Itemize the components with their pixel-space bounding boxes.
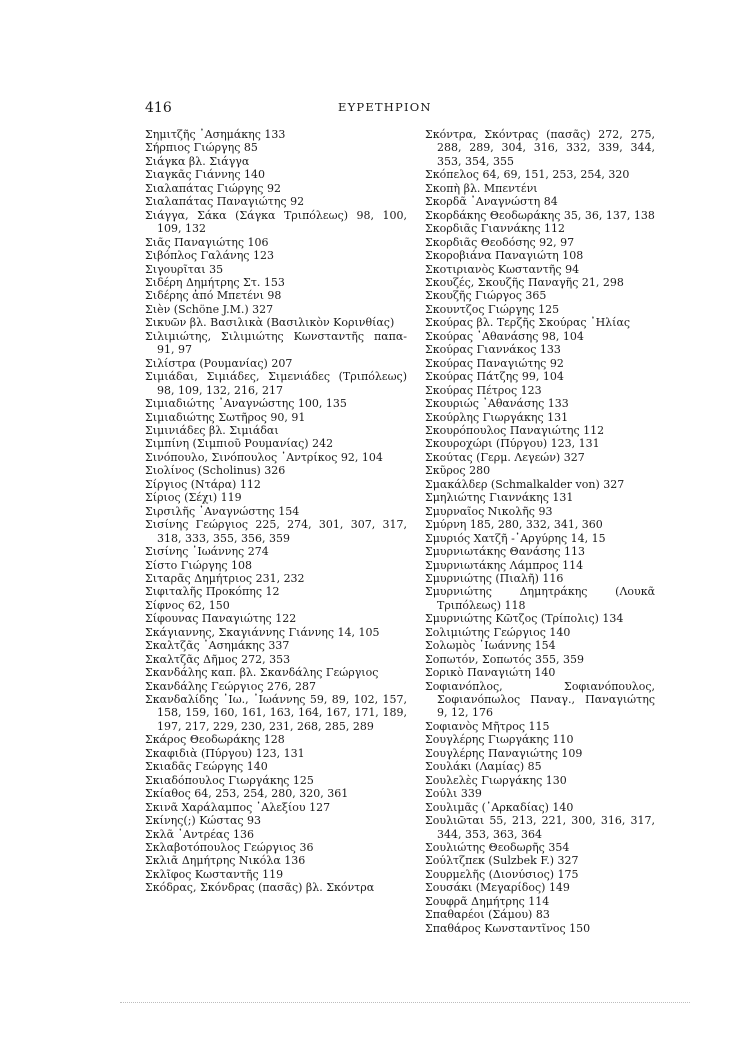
index-entry: Σμυριός Χατζῆ -᾿Αργύρης 14, 15 bbox=[425, 531, 606, 545]
index-entry: Σουλιμᾶς (᾿Αρκαδίας) 140 bbox=[425, 800, 574, 814]
index-entry: Σκουροχώρι (Πύργου) 123, 131 bbox=[425, 437, 600, 451]
index-entry: Σπαθαρέοι (Σάμου) 83 bbox=[425, 908, 550, 922]
index-entry: Σιολίνος (Scholinus) 326 bbox=[145, 464, 286, 478]
index-entry: Σουλελὲς Γιωργάκης 130 bbox=[425, 773, 567, 787]
index-entry: Σουλάκι (Λαμίας) 85 bbox=[425, 760, 542, 774]
index-entry: Σκουρόπουλος Παναγιώτης 112 bbox=[425, 423, 605, 437]
index-entry: Σοφιανόπλος, Σοφιανόπουλος, Σοφιανόπωλος Παναγ., Παναγιώτης 9, 12, 176 bbox=[425, 679, 655, 720]
index-entry: Σουφρᾶ Δημήτρης 114 bbox=[425, 894, 550, 908]
index-entry: Σκορδάκης Θεοδωράκης 35, 36, 137, 138 bbox=[425, 208, 655, 222]
index-entry: Σκλιᾶ Δημήτρης Νικόλα 136 bbox=[145, 854, 306, 868]
index-entry: Σκούρας Πάτζης 99, 104 bbox=[425, 370, 564, 384]
index-entry: Σκάγιαννης, Σκαγιάννης Γιάννης 14, 105 bbox=[145, 625, 380, 639]
index-entry: Σμυρναῖος Νικολῆς 93 bbox=[425, 504, 553, 518]
index-entry: Σκορδιᾶς Γιαννάκης 112 bbox=[425, 222, 566, 236]
index-entry: Σιρσιλῆς ᾿Αναγνώστης 154 bbox=[145, 504, 300, 518]
index-entry: Σμύρνη 185, 280, 332, 341, 360 bbox=[425, 518, 603, 532]
index-entry: Σιμιαδιώτης ᾿Αναγνώστης 100, 135 bbox=[145, 397, 347, 411]
index-entry: Σμυρνιώτης (Πιαλῆ) 116 bbox=[425, 571, 564, 585]
index-entry: Σκοπὴ βλ. Μπεντένι bbox=[425, 181, 538, 195]
index-entry: Σκορδᾶ ᾿Αναγνώστη 84 bbox=[425, 195, 558, 209]
index-entry: Σκουζῆς Γιώργος 365 bbox=[425, 289, 547, 303]
index-entry: Σουρμελῆς (Διονύσιος) 175 bbox=[425, 867, 579, 881]
index-entry: Σιμπίνη (Σιμπιοῦ Ρουμανίας) 242 bbox=[145, 437, 334, 451]
index-entry: Σισίνης Γεώργιος 225, 274, 301, 307, 317, 318, 333, 355, 356, 359 bbox=[145, 518, 407, 545]
index-entry: Σκούρας Γιαννάκος 133 bbox=[425, 343, 561, 357]
index-entry: Σουγλέρης Παναγιώτης 109 bbox=[425, 746, 583, 760]
page-number: 416 bbox=[145, 100, 172, 116]
index-entry: Σίφουνας Παναγιώτης 122 bbox=[145, 612, 297, 626]
index-entry: Σκαφιδιὰ (Πύργου) 123, 131 bbox=[145, 746, 305, 760]
index-entry: Σολωμὸς ᾿Ιωάννης 154 bbox=[425, 639, 556, 653]
index-entry: Σμυρνιώτης Κῶτζος (Τρίπολις) 134 bbox=[425, 612, 624, 626]
index-entry: Σιμιαδιώτης Σωτῆρος 90, 91 bbox=[145, 410, 306, 424]
index-entry: Σικυῶν βλ. Βασιλικὰ (Βασιλικὸν Κορινθίας) bbox=[145, 316, 395, 330]
index-entry: Σούλτζπεκ (Sulzbek F.) 327 bbox=[425, 854, 579, 868]
index-entry: Σκινᾶ Χαράλαμπος ᾿Αλεξίου 127 bbox=[145, 800, 331, 814]
index-entry: Σμυρνιωτάκης Λάμπρος 114 bbox=[425, 558, 584, 572]
index-entry: Σιμινιάδες βλ. Σιμιάδαι bbox=[145, 423, 279, 437]
index-entry: Σκοτιριανὸς Κωσταντῆς 94 bbox=[425, 262, 580, 276]
index-entry: Σκούρας Πέτρος 123 bbox=[425, 383, 542, 397]
index-entry: Σιγουρῖται 35 bbox=[145, 262, 224, 276]
index-entry: Σοφιανὸς Μῆτρος 115 bbox=[425, 719, 550, 733]
index-entry: Σκανδαλίδης ᾿Ιω., ᾿Ιωάννης 59, 89, 102, 157, 158, 159, 160, 161, 163, 164, 167, 171, 189, 197, 217, 229, 230, 231, 268, 285, 289 bbox=[145, 693, 407, 733]
index-entry: Σιάγγα, Σάκα (Σάγκα Τριπόλεως) 98, 100, 109, 132 bbox=[145, 208, 407, 236]
index-entry: Σκίαθος 64, 253, 254, 280, 320, 361 bbox=[145, 787, 349, 801]
index-entry: Σκιαδόπουλος Γιωργάκης 125 bbox=[145, 773, 314, 787]
index-entry: Σκλᾶ ᾿Αντρέας 136 bbox=[145, 827, 255, 841]
index-entry: Σκορδιᾶς Θεοδόσης 92, 97 bbox=[425, 235, 575, 249]
index-entry: Σπαθάρος Κωνσταντῖνος 150 bbox=[425, 921, 591, 935]
index-entry: Σκούρας ᾿Αθανάσης 98, 104 bbox=[425, 329, 584, 343]
index-entry: Σισίνης ᾿Ιωάννης 274 bbox=[145, 545, 269, 559]
index-entry: Σινόπουλο, Σινόπουλος ᾿Αντρίκος 92, 104 bbox=[145, 450, 383, 464]
index-entry: Σουλιῶται 55, 213, 221, 300, 316, 317, 344, 353, 363, 364 bbox=[425, 814, 655, 841]
index-entry: Σκάρος Θεοδωράκης 128 bbox=[145, 733, 285, 747]
index-entry: Σολιμιώτης Γεώργιος 140 bbox=[425, 625, 571, 639]
index-column-right bbox=[425, 128, 655, 935]
index-entry: Σμακάλδερ (Schmalkalder von) 327 bbox=[425, 477, 625, 491]
index-entry: Σκανδάλης Γεώργιος 276, 287 bbox=[145, 679, 316, 693]
index-entry: Σκουριώς ᾿Αθανάσης 133 bbox=[425, 397, 569, 411]
index-entry: Σιαγκᾶς Γιάννης 140 bbox=[145, 168, 266, 182]
index-entry: Σιèν (Schöne J.M.) 327 bbox=[145, 302, 274, 316]
index-entry: Σμυρνιωτάκης Θανάσης 113 bbox=[425, 545, 585, 559]
index-entry: Σιαλαπάτας Γιώργης 92 bbox=[145, 181, 281, 195]
index-entry: Σκανδάλης καπ. βλ. Σκανδάλης Γεώργιος bbox=[145, 666, 379, 680]
index-entry: Σιμιάδαι, Σιμιάδες, Σιμενιάδες (Τριπόλεως) 98, 109, 132, 216, 217 bbox=[145, 370, 407, 397]
index-entry: Σκούρας Παναγιώτης 92 bbox=[425, 356, 564, 370]
index-entry: Σοπωτόν, Σοπωτός 355, 359 bbox=[425, 652, 584, 666]
index-entry: Σκλῖφος Κωσταντῆς 119 bbox=[145, 867, 284, 881]
index-entry: Σκίνης(;) Κώστας 93 bbox=[145, 814, 262, 828]
index-entry: Σιδέρης ἀπό Μπετένι 98 bbox=[145, 289, 282, 303]
index-entry: Σμηλιώτης Γιαννάκης 131 bbox=[425, 491, 574, 505]
index-entry: Σιταρᾶς Δημήτριος 231, 232 bbox=[145, 571, 305, 585]
index-entry: Σιάγκα βλ. Σιάγγα bbox=[145, 154, 250, 168]
index-entry: Σίφνος 62, 150 bbox=[145, 598, 230, 612]
index-entry: Σορικὸ Παναγιώτη 140 bbox=[425, 666, 556, 680]
index-entry: Σίστο Γιώργης 108 bbox=[145, 558, 253, 572]
index-entry: Σιαλαπάτας Παναγιώτης 92 bbox=[145, 195, 305, 209]
index-entry: Σημιτζῆς ᾿Ασημάκης 133 bbox=[145, 128, 286, 141]
index-column-left bbox=[145, 128, 407, 895]
index-entry: Σουγλέρης Γιωργάκης 110 bbox=[425, 733, 574, 747]
index-entry: Σκιαδᾶς Γεώργης 140 bbox=[145, 760, 268, 774]
index-entry: Σούλι 339 bbox=[425, 787, 482, 801]
index-entry: Σκλαβοτόπουλος Γεώργιος 36 bbox=[145, 841, 314, 855]
index-entry: Σίργιος (Ντάρα) 112 bbox=[145, 477, 261, 491]
index-entry: Σμυρνιώτης Δημητράκης (Λουκᾶ Τριπόλεως) 118 bbox=[425, 585, 655, 612]
index-entry: Σκόντρα, Σκόντρας (πασᾶς) 272, 275, 288, 289, 304, 316, 332, 339, 344, 353, 354, 355 bbox=[425, 128, 655, 168]
index-entry: Σουσάκι (Μεγαρίδος) 149 bbox=[425, 881, 570, 895]
index-entry: Σκουζές, Σκουζῆς Παναγῆς 21, 298 bbox=[425, 275, 624, 289]
index-entry: Σιλίστρα (Ρουμανίας) 207 bbox=[145, 356, 293, 370]
index-entry: Σκούτας (Γερμ. Λεγεών) 327 bbox=[425, 450, 585, 464]
index-entry: Σιφιταλῆς Προκόπης 12 bbox=[145, 585, 280, 599]
index-entry: Σκῦρος 280 bbox=[425, 464, 491, 478]
index-entry: Σουλιώτης Θεοδωρῆς 354 bbox=[425, 841, 570, 855]
index-entry: Σκαλτζᾶς ᾿Ασημάκης 337 bbox=[145, 639, 290, 653]
index-entry: Σιλιμιώτης, Σιλιμιώτης Κωνσταντῆς παπα- 91, 97 bbox=[145, 329, 407, 357]
index-entry: Σκοροβιάνα Παναγιώτη 108 bbox=[425, 249, 584, 263]
running-head: ΕΥΡΕΤΗΡΙΟΝ bbox=[338, 100, 432, 114]
index-entry: Σκούρας βλ. Τερζῆς Σκούρας ᾿Ηλίας bbox=[425, 316, 631, 330]
index-entry: Σιβόπλος Γαλάνης 123 bbox=[145, 249, 274, 263]
index-entry: Σκούρλης Γιωργάκης 131 bbox=[425, 410, 569, 424]
index-entry: Σιᾶς Παναγιώτης 106 bbox=[145, 235, 269, 249]
index-entry: Σκόδρας, Σκόνδρας (πασᾶς) βλ. Σκόντρα bbox=[145, 881, 375, 895]
index-entry: Σίριος (Σέχι) 119 bbox=[145, 491, 242, 505]
footer-scan-marks bbox=[120, 1002, 690, 1004]
index-entry: Σκουντζος Γιώργης 125 bbox=[425, 302, 560, 316]
index-entry: Σκαλτζᾶς Δῆμος 272, 353 bbox=[145, 652, 291, 666]
index-entry: Σήρπιος Γιώργης 85 bbox=[145, 141, 258, 155]
index-entry: Σκόπελος 64, 69, 151, 253, 254, 320 bbox=[425, 168, 630, 182]
index-entry: Σιδέρη Δημήτρης Στ. 153 bbox=[145, 275, 285, 289]
